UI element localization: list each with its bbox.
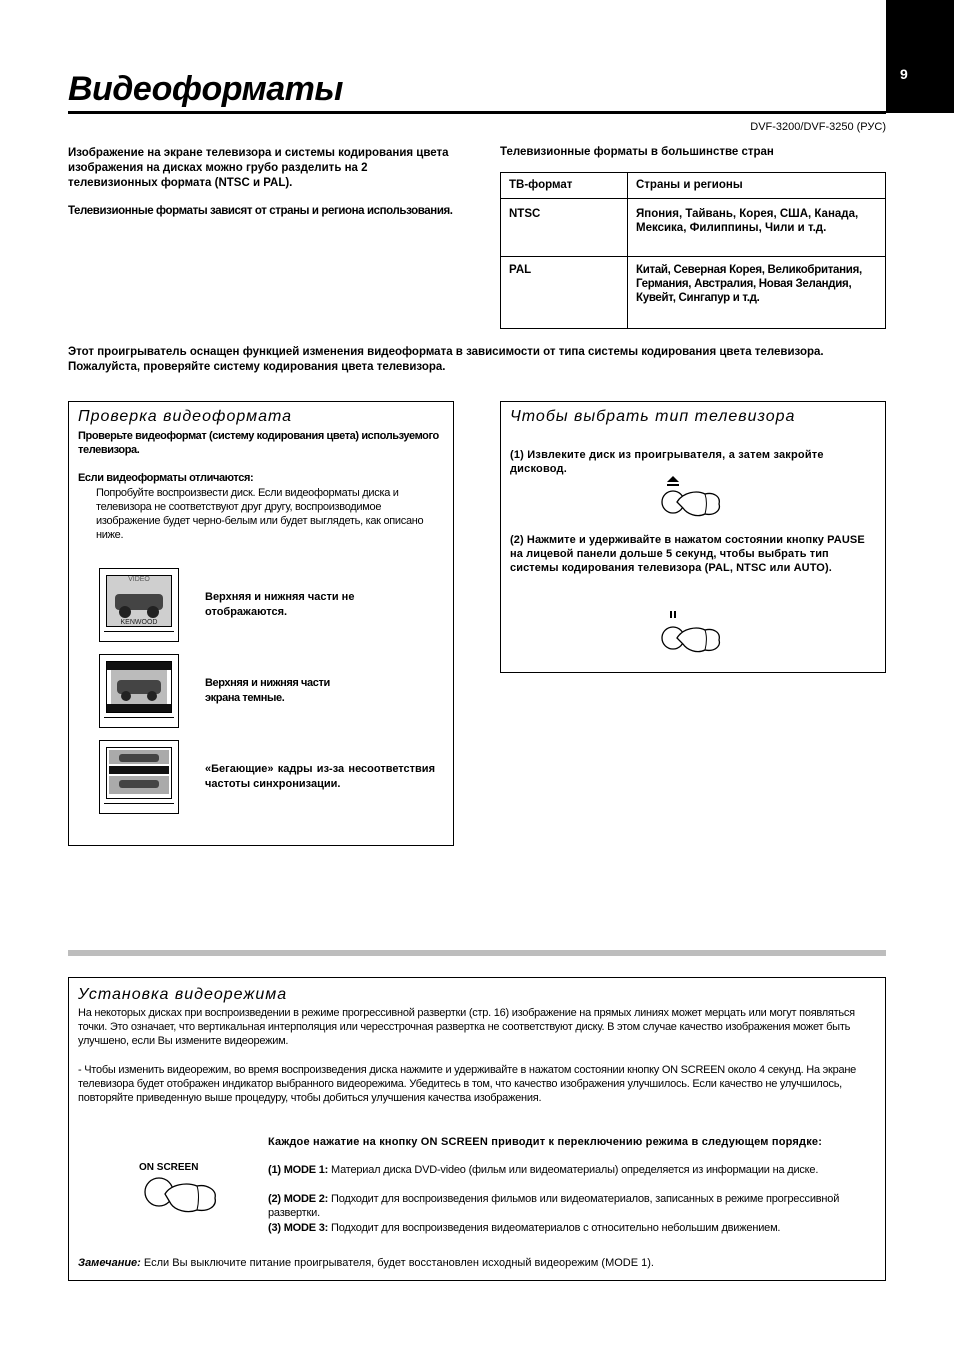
- check-format-if-label: Если видеоформаты отличаются:: [78, 472, 254, 484]
- check-format-lead: Проверьте видеоформат (систему кодирования цвета) используемого телевизора.: [78, 430, 439, 456]
- mode-item-1: [268, 1163, 878, 1177]
- rolling-picture-icon: [107, 748, 171, 798]
- video-mode-box: [68, 977, 886, 1281]
- on-screen-button-illustration: [143, 1174, 223, 1225]
- page-tab: [886, 0, 954, 113]
- title-rule: [68, 111, 886, 114]
- table-cell-format: PAL: [501, 257, 628, 329]
- video-mode-title: Установка видеорежима: [78, 986, 288, 1003]
- mode-item-2: [268, 1192, 878, 1220]
- formats-table-caption: Телевизионные форматы в большинстве стран: [500, 146, 774, 158]
- video-mode-paragraph-2: - Чтобы изменить видеорежим, во время воспроизведения диска нажмите и удерживайте в нажатом состоянии кнопку ON SCREEN около 4 секунд. На экране телевизора будет отображен индикатор выбранного видеорежима. Убедитесь в том, что качество изображения улучшилось. Если качество не улучшилось, повторяйте приведенную выше процедуру, чтобы добиться улучшения качества изображения.: [78, 1064, 857, 1104]
- formats-table: [500, 172, 886, 329]
- table-header-row: [501, 173, 886, 199]
- table-header-format: ТВ-формат: [501, 173, 628, 199]
- mode-item-3: [268, 1221, 878, 1235]
- mode-description: Подходит для воспроизведения фильмов или видеоматериалов, записанных в режиме прогрессивной развертки.: [268, 1193, 840, 1219]
- mode-sequence-lead: Каждое нажатие на кнопку ON SCREEN приводит к переключению режима в следующем порядке:: [268, 1136, 823, 1148]
- table-row: [501, 257, 886, 329]
- mode-description: Материал диска DVD-video (фильм или видеоматериалы) определяется из информации на диске.: [328, 1164, 819, 1176]
- intro-paragraph-2: Телевизионные форматы зависят от страны и региона использования.: [68, 205, 453, 217]
- page-title: Видеоформаты: [68, 70, 343, 108]
- check-format-box: [68, 401, 454, 846]
- table-header-regions: Страны и регионы: [628, 173, 886, 199]
- on-screen-button-icon: [143, 1174, 223, 1220]
- tv-screen-video-label: VIDEO: [128, 576, 150, 583]
- tv-illustration-2: [99, 654, 179, 728]
- mode-note: [78, 1256, 878, 1270]
- video-mode-paragraph-1: На некоторых дисках при воспроизведении в режиме прогрессивной развертки (стр. 16) изображение на прямых линиях может мерцать или могут появляться точки. Это означает, что вертикальная интерполяция или чересстрочная развертка не соответствуют диску. В этом случае качество изображения может быть улучшено, если Вы измените видеорежим.: [78, 1007, 855, 1047]
- mode-label: (3) MODE 3:: [268, 1222, 329, 1234]
- symptom-2: Верхняя и нижняя части экрана темные.: [205, 677, 330, 704]
- table-cell-format: NTSC: [501, 199, 628, 257]
- tv-screen-brand-label: KENWOOD: [120, 619, 158, 626]
- tv-illustration-1: [99, 568, 179, 642]
- eject-button-illustration: [661, 476, 725, 525]
- tv-type-box: [500, 401, 886, 673]
- pause-button-illustration: [661, 610, 725, 661]
- symptom-3: «Бегающие» кадры из-за несоответствия частоты синхронизации.: [205, 763, 435, 790]
- check-format-if-text: Попробуйте воспроизвести диск. Если видеоформаты диска и телевизора не соответствуют друг другу, воспроизводимое изображение будет черно-белым или будет выглядеть, как описано ниже.: [96, 487, 424, 541]
- mode-note-label: Замечание:: [78, 1257, 141, 1269]
- mode-note-text: Если Вы выключите питание проигрывателя, будет восстановлен исходный видеорежим (MODE 1).: [140, 1257, 654, 1269]
- tv-type-step-2: (2) Нажмите и удерживайте в нажатом состоянии кнопку PAUSE на лицевой панели дольше 5 секунд, чтобы выбрать тип системы кодирования телевизора (PAL, NTSC или AUTO).: [510, 534, 865, 574]
- mode-description: Подходит для воспроизведения видеоматериалов с относительно небольшим движением.: [328, 1222, 781, 1234]
- pause-icon: [661, 610, 725, 656]
- model-label: DVF-3200/DVF-3250 (РУС): [750, 121, 886, 133]
- on-screen-button-label: ON SCREEN: [139, 1162, 199, 1173]
- check-format-title: Проверка видеоформата: [78, 408, 293, 425]
- section-divider: [68, 950, 886, 956]
- tv-illustration-3: [99, 740, 179, 814]
- table-cell-regions: Китай, Северная Корея, Великобритания, Германия, Австралия, Новая Зеландия, Кувейт, Сингапур и т.д.: [628, 257, 886, 329]
- tv-type-title: Чтобы выбрать тип телевизора: [510, 408, 796, 425]
- page-number: 9: [900, 66, 908, 82]
- player-note: Этот проигрыватель оснащен функцией изменения видеоформата в зависимости от типа системы кодирования цвета телевизора. Пожалуйста, проверяйте систему кодирования цвета телевизора.: [68, 346, 824, 373]
- table-cell-regions: Япония, Тайвань, Корея, США, Канада, Мексика, Филиппины, Чили и т.д.: [628, 199, 886, 257]
- eject-icon: [661, 476, 725, 520]
- intro-text: [68, 146, 458, 232]
- mode-label: (2) MODE 2:: [268, 1193, 329, 1205]
- table-row: [501, 199, 886, 257]
- symptom-1: Верхняя и нижняя части не отображаются.: [205, 591, 355, 618]
- intro-paragraph-1: Изображение на экране телевизора и системы кодирования цвета изображения на дисках можно грубо разделить на 2 телевизионных формата (NTSC и PAL).: [68, 147, 449, 189]
- mode-label: (1) MODE 1:: [268, 1164, 329, 1176]
- tv-type-step-1: (1) Извлеките диск из проигрывателя, а затем закройте дисковод.: [510, 449, 824, 475]
